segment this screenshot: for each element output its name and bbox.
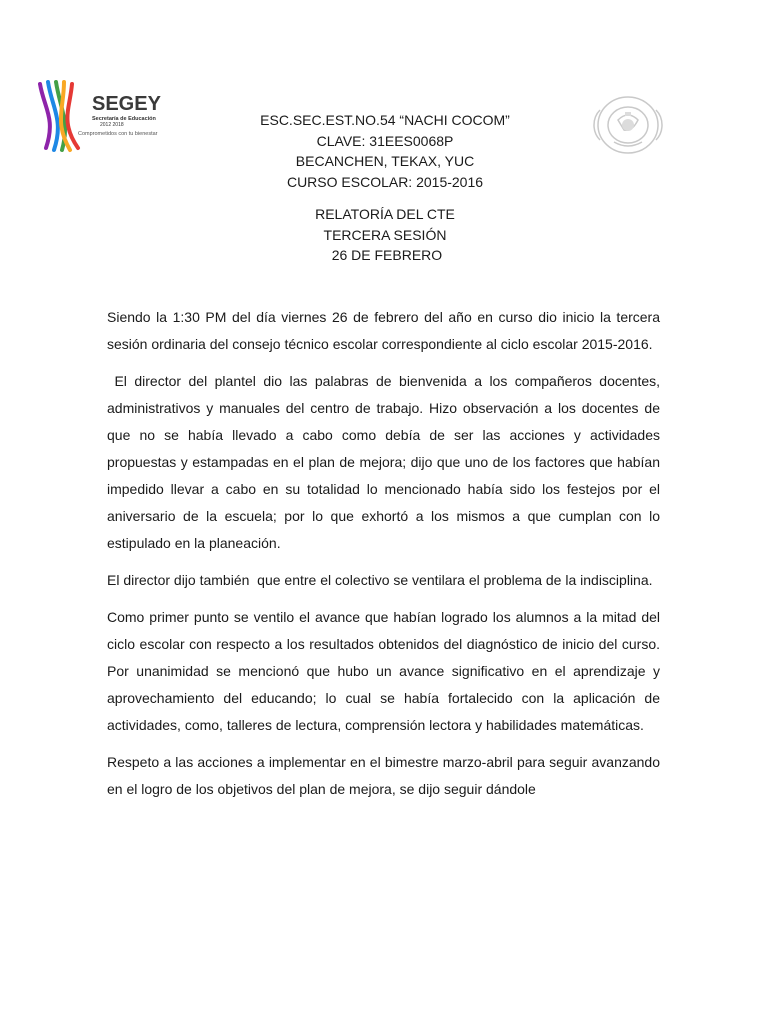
- document-header: [200, 110, 570, 266]
- paragraph-progress: Como primer punto se ventilo el avance que habían logrado los alumnos a la mitad del ciclo escolar con respecto a los resultados obtenidos del diagnóstico de inicio del curso. Por unanimidad se mencionó que hubo un avance significativo en el aprendizaje y aprovechamiento del educando; lo cual se había fortalecido con la aplicación de actividades, como, talleres de lectura, comprensión lectora y habilidades matemáticas.: [107, 609, 660, 733]
- logo-line2: 2012 2018: [100, 122, 124, 128]
- paragraph-director-welcome: El director del plantel dio las palabras de bienvenida a los compañeros docentes, administrativos y manuales del centro de trabajo. Hizo observación a los docentes de que no se había llevado a cabo como debía de ser las acciones y actividades propuestas y estampadas en el plan de mejora; dijo que uno de los factores que habían impedido llevar a cabo en su totalidad lo mencionado había sido los festejos por el aniversario de la escuela; por lo que exhortó a los mismos a que cumplan con lo estipulado en la planeación.: [107, 373, 664, 551]
- document-body: [107, 304, 664, 813]
- logo-line1: Secretaría de Educación: [92, 116, 156, 122]
- mexico-seal-watermark: [588, 92, 668, 158]
- session-label: TERCERA SESIÓN: [323, 226, 447, 243]
- school-location: BECANCHEN, TEKAX, YUC: [295, 153, 475, 169]
- document-title: RELATORÍA DEL CTE: [315, 206, 455, 222]
- paragraph-indiscipline: El director dijo también que entre el colectivo se ventilara el problema de la indisciplina.: [107, 572, 653, 588]
- paragraph-actions: Respeto a las acciones a implementar en el bimestre marzo-abril para seguir avanzando en el logro de los objetivos del plan de mejora, se dijo seguir dándole: [107, 754, 660, 797]
- segey-logo: [34, 78, 184, 158]
- school-clave: CLAVE: 31EES0068P: [316, 132, 454, 149]
- logo-tagline: Comprometidos con tu bienestar: [78, 131, 158, 137]
- paragraph-opening: Siendo la 1:30 PM del día viernes 26 de febrero del año en curso dio inicio la tercera sesión ordinaria del consejo técnico escolar correspondiente al ciclo escolar 2015-2016.: [107, 309, 660, 352]
- school-name: ESC.SEC.EST.NO.54 “NACHI COCOM”: [260, 112, 510, 128]
- session-date: 26 DE FEBRERO: [327, 247, 443, 263]
- school-year: CURSO ESCOLAR: 2015-2016: [286, 173, 484, 190]
- logo-brand: SEGEY: [92, 93, 161, 115]
